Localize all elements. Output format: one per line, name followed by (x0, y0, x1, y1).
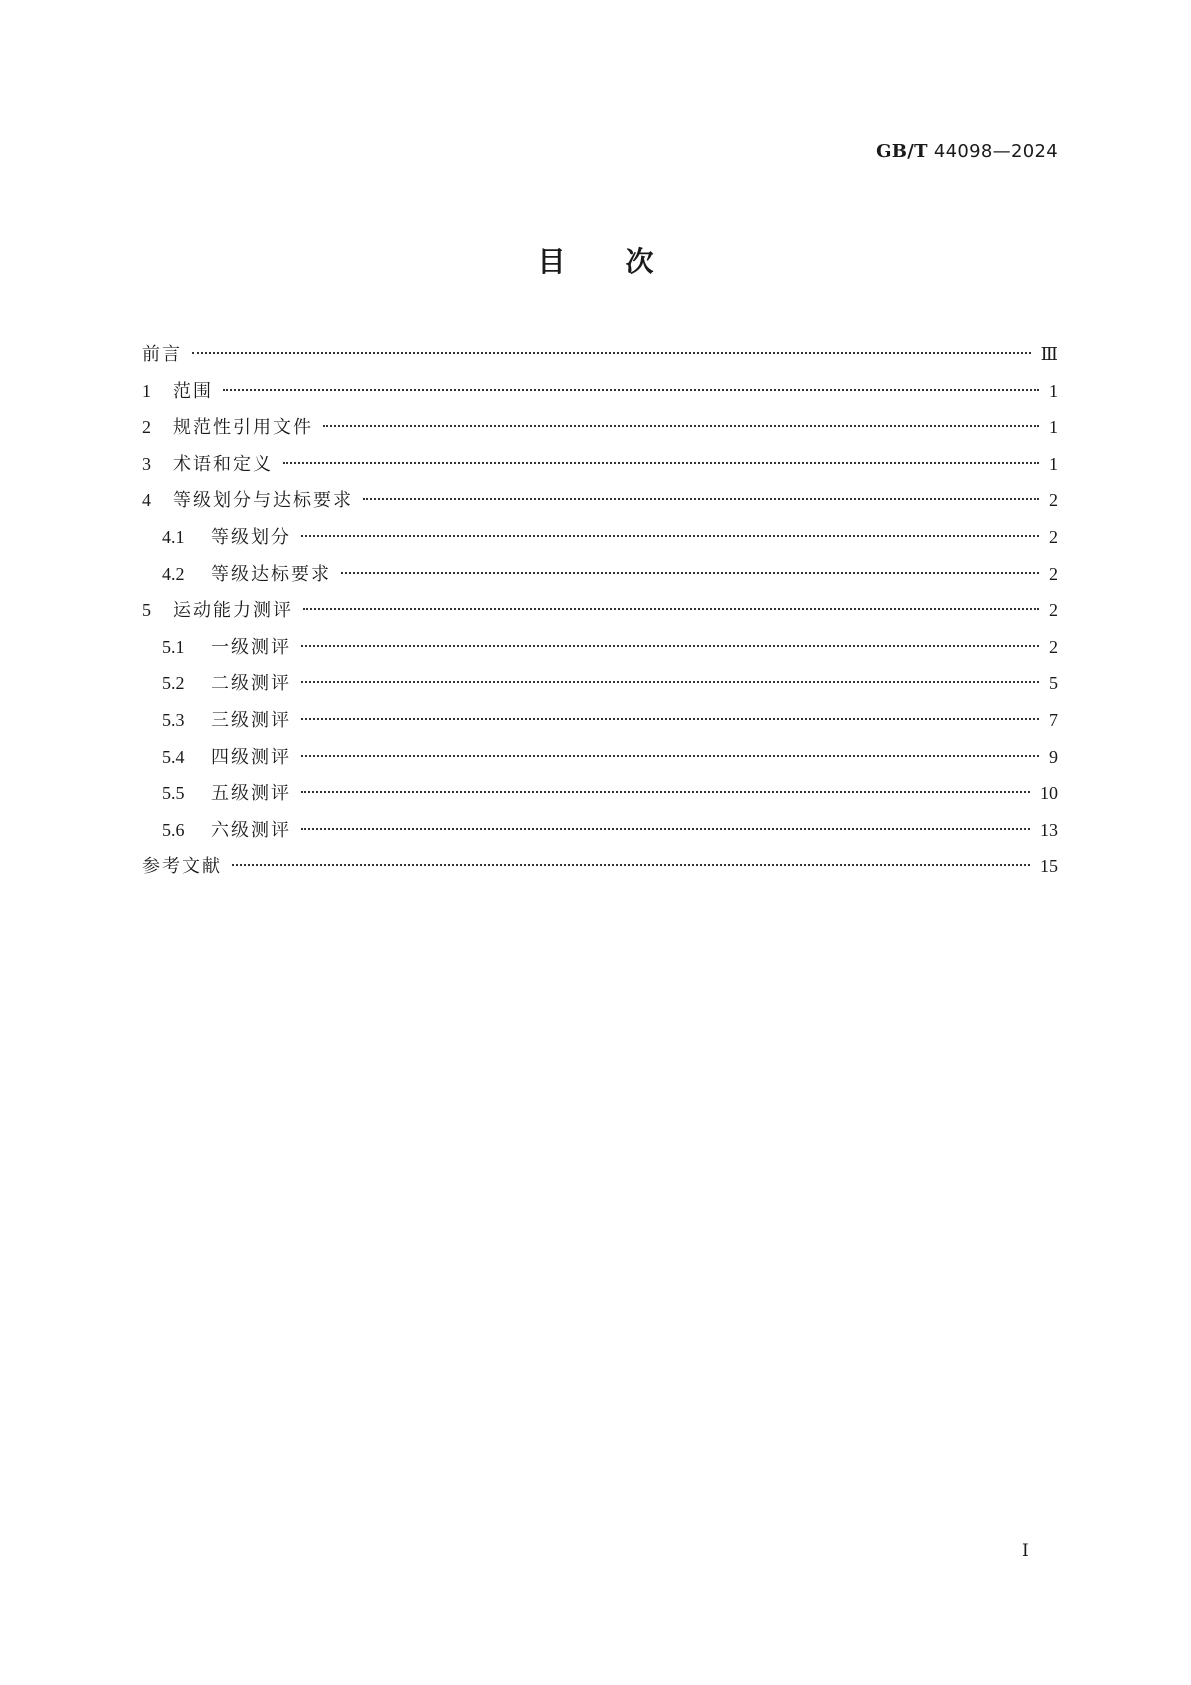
toc-leader-dots (192, 352, 1031, 354)
toc-entry-number: 1 (142, 380, 151, 401)
toc-entry-title: 规范性引用文件 (173, 417, 313, 439)
toc-entry-5-3[interactable] (142, 702, 1058, 739)
toc-entry-title: 等级划分与达标要求 (173, 490, 353, 512)
toc-leader-dots (301, 718, 1039, 720)
toc-entry-page: 2 (1049, 563, 1058, 584)
page-number: Ⅰ (1022, 1541, 1029, 1560)
toc-entry-page: 7 (1049, 709, 1058, 730)
toc-entry-page: 2 (1049, 526, 1058, 547)
toc-entry-title: 等级达标要求 (211, 563, 331, 585)
toc-entry-4-1[interactable] (142, 519, 1058, 556)
toc-leader-dots (301, 828, 1030, 830)
toc-leader-dots (283, 462, 1039, 464)
toc-entry-page: Ⅲ (1040, 344, 1058, 364)
toc-entry-number: 5.1 (162, 636, 185, 657)
toc-entry-5-2[interactable] (142, 665, 1058, 702)
toc-entry-title: 前言 (142, 344, 182, 365)
toc-entry-number: 2 (142, 417, 151, 438)
toc-entry-number: 4 (142, 490, 151, 511)
toc-entry-number: 5.6 (162, 819, 185, 840)
toc-entry-title: 二级测评 (211, 673, 291, 695)
toc-entry-foreword[interactable] (142, 336, 1058, 373)
toc-leader-dots (223, 389, 1039, 391)
toc-leader-dots (363, 498, 1039, 500)
toc-entry-number: 5 (142, 600, 151, 621)
toc-leader-dots (341, 572, 1039, 574)
page-title: 目次 (537, 245, 714, 278)
toc-entry-page: 9 (1049, 746, 1058, 767)
toc-leader-dots (303, 608, 1039, 610)
toc-leader-dots (301, 645, 1039, 647)
standard-number: 44098—2024 (933, 141, 1058, 162)
toc-entry-number: 4.2 (162, 563, 185, 584)
toc-entry-3[interactable] (142, 446, 1058, 483)
toc-entry-page: 2 (1049, 636, 1058, 657)
toc-entry-page: 1 (1049, 453, 1058, 474)
toc-entry-page: 10 (1040, 783, 1058, 804)
toc-entry-page: 15 (1040, 856, 1058, 877)
table-of-contents (142, 336, 1058, 885)
toc-leader-dots (301, 535, 1039, 537)
toc-entry-number: 5.3 (162, 709, 185, 730)
toc-entry-1[interactable] (142, 373, 1058, 410)
toc-leader-dots (232, 864, 1030, 866)
toc-entry-page: 1 (1049, 380, 1058, 401)
toc-entry-5-1[interactable] (142, 629, 1058, 666)
toc-entry-title: 术语和定义 (173, 453, 273, 475)
toc-entry-title: 三级测评 (211, 709, 291, 731)
toc-entry-title: 运动能力测评 (173, 600, 293, 622)
toc-entry-4-2[interactable] (142, 556, 1058, 593)
toc-entry-title: 范围 (173, 380, 213, 402)
toc-entry-5[interactable] (142, 592, 1058, 629)
toc-entry-5-5[interactable] (142, 775, 1058, 812)
toc-entry-number: 5.4 (162, 746, 185, 767)
toc-entry-number: 5.2 (162, 673, 185, 694)
toc-entry-title: 参考文献 (142, 856, 222, 878)
toc-entry-bibliography[interactable] (142, 848, 1058, 885)
toc-leader-dots (301, 791, 1030, 793)
standard-code (876, 141, 1058, 162)
toc-leader-dots (301, 755, 1039, 757)
toc-entry-4[interactable] (142, 482, 1058, 519)
toc-entry-5-6[interactable] (142, 812, 1058, 849)
toc-entry-page: 5 (1049, 673, 1058, 694)
toc-entry-number: 3 (142, 453, 151, 474)
toc-entry-page: 2 (1049, 490, 1058, 511)
toc-entry-title: 一级测评 (211, 636, 291, 658)
toc-entry-page: 1 (1049, 417, 1058, 438)
toc-entry-2[interactable] (142, 409, 1058, 446)
toc-entry-5-4[interactable] (142, 739, 1058, 776)
toc-leader-dots (323, 425, 1039, 427)
toc-leader-dots (301, 681, 1039, 683)
toc-entry-title: 四级测评 (211, 746, 291, 768)
toc-entry-number: 5.5 (162, 783, 185, 804)
toc-entry-page: 13 (1040, 819, 1058, 840)
toc-entry-title: 五级测评 (211, 783, 291, 805)
toc-entry-title: 等级划分 (211, 526, 291, 548)
toc-entry-page: 2 (1049, 600, 1058, 621)
toc-entry-title: 六级测评 (211, 819, 291, 841)
toc-entry-number: 4.1 (162, 526, 185, 547)
standard-prefix: GB/T (876, 141, 928, 162)
